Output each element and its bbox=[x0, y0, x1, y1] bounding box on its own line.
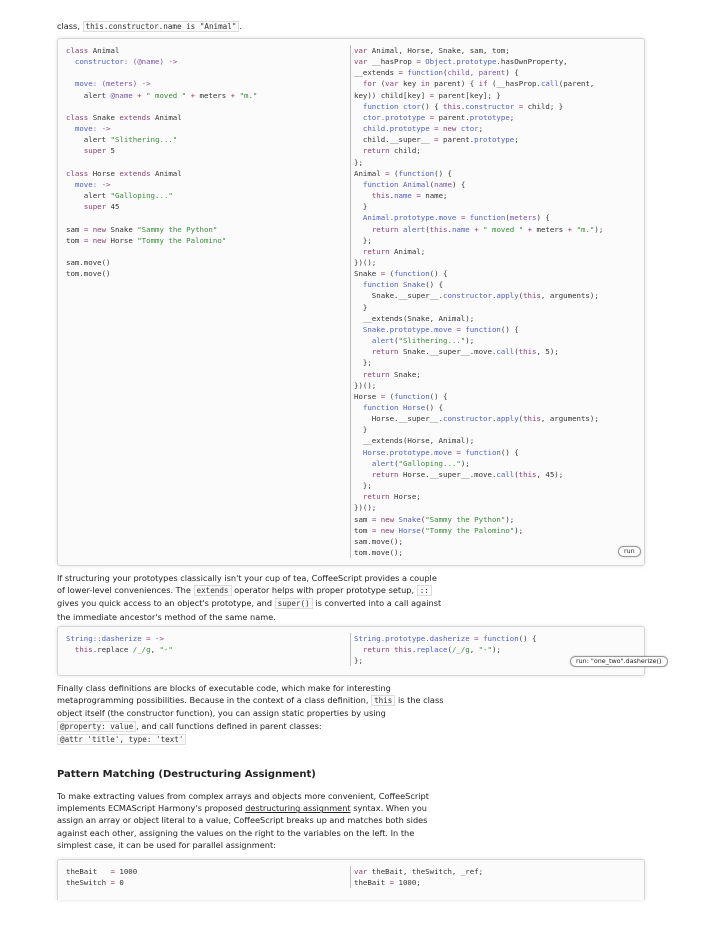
code-line: class Animal bbox=[66, 46, 120, 55]
code-line: Snake.prototype.move = function() { bbox=[362, 324, 519, 334]
paragraph-destructuring: To make extracting values from complex arrays and objects more convenient, CoffeeScript implements ECMAScript Harmony's proposed destructuring assignment syntax. When you assign an array or object literal to a value, CoffeeScript breaks up and matches both sides against each other, assigning the values on the right to the variables on the left. In the simplest case, it can be used for parallel assignment: bbox=[57, 791, 429, 850]
code-line: return Horse.__super__.move.call(this, 45); bbox=[371, 469, 564, 479]
code-line: alert("Galloping..."); bbox=[371, 458, 470, 468]
code-line: return alert(this.name + " moved " + meters + "m."); bbox=[371, 224, 604, 234]
code-line: }; bbox=[354, 656, 363, 666]
code-line: key)) child[key] = parent[key]; } bbox=[354, 90, 501, 100]
code-line: function Animal(name) { bbox=[362, 179, 466, 189]
code-line: ctor.prototype = parent.prototype; bbox=[362, 112, 515, 122]
code-line: Animal.prototype.move = function(meters) { bbox=[362, 213, 550, 223]
code-line: child.__super__ = parent.prototype; bbox=[354, 135, 519, 145]
code-line: class Horse extends Animal bbox=[66, 168, 182, 178]
inline-code: @attr 'title', type: 'text' bbox=[57, 734, 186, 745]
code-line: this.replace /_/g, "-" bbox=[74, 645, 173, 655]
inline-code: this bbox=[371, 695, 395, 706]
code-line: tom.move() bbox=[66, 269, 111, 279]
inline-code: extends bbox=[194, 585, 232, 596]
code-line: })(); bbox=[354, 257, 377, 267]
code-line: move: (meters) -> bbox=[74, 79, 151, 89]
code-line: return Horse; bbox=[362, 492, 421, 502]
code-line: function ctor() { this.constructor = child; } bbox=[362, 101, 564, 111]
coffeescript-code bbox=[66, 866, 340, 888]
code-example-classes bbox=[57, 38, 645, 566]
code-line: Snake.__super__.constructor.apply(this, arguments); bbox=[354, 291, 599, 301]
code-line: } bbox=[354, 202, 368, 212]
coffeescript-panel bbox=[66, 866, 340, 888]
code-line: class Snake extends Animal bbox=[66, 112, 182, 122]
code-line: }; bbox=[354, 235, 372, 245]
run-button[interactable]: run bbox=[618, 546, 641, 557]
code-line: return this.replace(/_/g, "-"); bbox=[362, 645, 501, 655]
code-line: return child; bbox=[362, 146, 421, 156]
section-heading: Pattern Matching (Destructuring Assignment) bbox=[57, 769, 316, 780]
code-line: alert("Slithering..."); bbox=[371, 336, 475, 346]
code-line: constructor: (@name) -> bbox=[74, 57, 178, 67]
coffeescript-code bbox=[66, 633, 340, 655]
code-line: tom.move(); bbox=[354, 548, 403, 558]
code-line: }; bbox=[354, 157, 363, 167]
code-line: __extends(Snake, Animal); bbox=[354, 313, 475, 323]
code-line: Horse.prototype.move = function() { bbox=[362, 447, 519, 457]
code-line: var theBait, theSwitch, _ref; bbox=[354, 867, 484, 876]
code-line: child.prototype = new ctor; bbox=[362, 124, 484, 134]
code-line: theBait = 1000; bbox=[354, 878, 421, 888]
code-line: function Horse() { bbox=[362, 403, 444, 412]
coffeescript-panel bbox=[66, 45, 340, 279]
code-line: var Animal, Horse, Snake, sam, tom; bbox=[354, 46, 510, 55]
code-line: alert "Galloping..." bbox=[66, 191, 173, 201]
code-line: Animal = (function() { bbox=[354, 168, 452, 178]
javascript-code bbox=[354, 45, 644, 558]
code-line: move: -> bbox=[74, 124, 111, 134]
code-line: var __hasProp = Object.prototype.hasOwnProperty, bbox=[354, 57, 568, 67]
code-line: super 5 bbox=[83, 146, 115, 156]
code-line: })(); bbox=[354, 503, 377, 513]
code-line: sam = new Snake "Sammy the Python" bbox=[66, 224, 218, 234]
code-line: tom = new Horse("Tommy the Palomino"); bbox=[354, 525, 524, 535]
code-line: } bbox=[354, 425, 368, 435]
code-line: return Snake; bbox=[362, 369, 421, 379]
code-line: theSwitch = 0 bbox=[66, 878, 124, 888]
code-line: }; bbox=[354, 358, 372, 368]
code-line: __extends = function(child, parent) { bbox=[354, 68, 519, 78]
code-line: String.prototype.dasherize = function() { bbox=[354, 634, 537, 643]
code-line: alert "Slithering..." bbox=[66, 135, 178, 145]
code-line: sam.move() bbox=[66, 257, 111, 267]
inline-code: @property: value bbox=[57, 721, 136, 732]
intro-line: class, this.constructor.name is "Animal" . bbox=[57, 21, 243, 31]
code-line: return Snake.__super__.move.call(this, 5); bbox=[371, 347, 559, 357]
javascript-panel bbox=[350, 45, 644, 558]
code-line: theBait = 1000 bbox=[66, 867, 138, 876]
code-line: return Animal; bbox=[362, 246, 426, 256]
code-line: sam.move(); bbox=[354, 536, 403, 546]
code-line: Snake = (function() { bbox=[354, 269, 448, 279]
code-line: super 45 bbox=[83, 202, 120, 212]
inline-code: super() bbox=[275, 598, 313, 609]
inline-code: :: bbox=[417, 585, 432, 596]
code-line: for (var key in parent) { if (__hasProp.call(parent, bbox=[362, 79, 595, 89]
code-line: })(); bbox=[354, 380, 377, 390]
code-line: } bbox=[354, 302, 368, 312]
coffeescript-code bbox=[66, 45, 340, 279]
run-button[interactable]: run: "one_two".dasherize() bbox=[570, 656, 668, 667]
javascript-code bbox=[354, 866, 644, 888]
code-line: alert @name + " moved " + meters + "m." bbox=[66, 90, 258, 100]
code-line: String::dasherize = -> bbox=[66, 634, 164, 643]
destructuring-link[interactable]: destructuring assignment bbox=[245, 803, 351, 814]
coffeescript-panel bbox=[66, 633, 340, 655]
code-line: move: -> bbox=[74, 179, 111, 189]
code-line: tom = new Horse "Tommy the Palomino" bbox=[66, 235, 227, 245]
paragraph-prototypes: If structuring your prototypes classically isn't your cup of tea, CoffeeScript provides a couple of lower-level conveniences. The extends operator helps with proper prototype setup, :: gives you quick access to an object's prototype, and super() is converted into a call against the immediate ancestor's method of the same name. bbox=[57, 573, 442, 622]
code-line: }; bbox=[354, 481, 372, 491]
code-line: __extends(Horse, Animal); bbox=[354, 436, 475, 446]
paragraph-class-definitions: Finally class definitions are blocks of executable code, which make for interesting metaprogramming possibilities. Because in the context of a class definition, this is the class object itself (the constructor function), you can assign static properties by using @property: value , and call functions defined in parent classes: @attr 'title', type: 'text' bbox=[57, 683, 444, 744]
code-line: this.name = name; bbox=[371, 191, 448, 201]
inline-code: this.constructor.name is "Animal" bbox=[83, 21, 240, 32]
code-line: function Snake() { bbox=[362, 280, 444, 290]
code-example-destructuring bbox=[57, 859, 645, 900]
code-line: sam = new Snake("Sammy the Python"); bbox=[354, 514, 515, 524]
code-example-dasherize bbox=[57, 626, 662, 676]
javascript-panel bbox=[350, 866, 644, 888]
code-line: Horse = (function() { bbox=[354, 391, 448, 401]
code-line: Horse.__super__.constructor.apply(this, arguments); bbox=[354, 414, 599, 424]
